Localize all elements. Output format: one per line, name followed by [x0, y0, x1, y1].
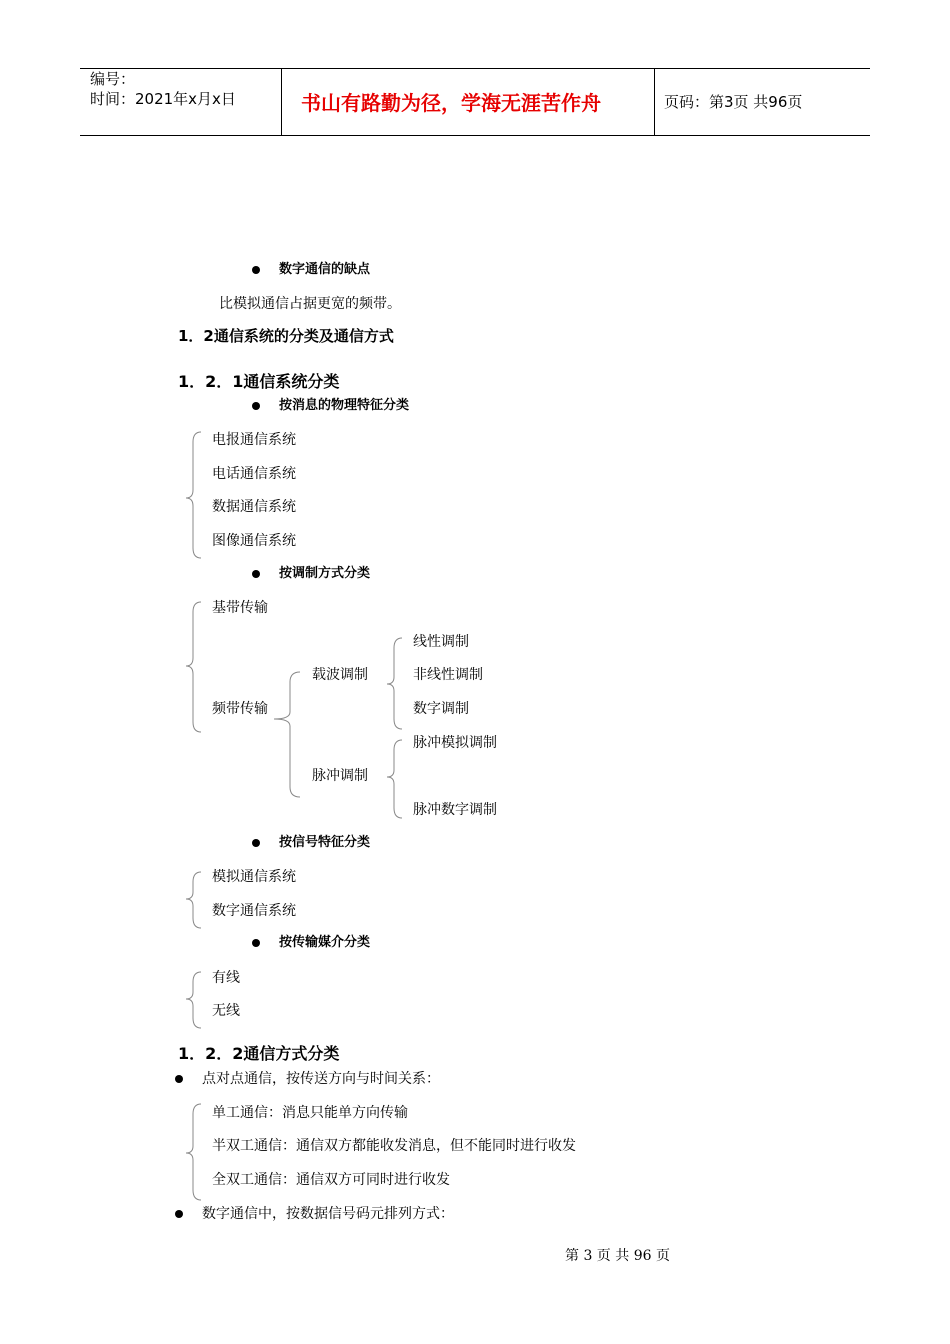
bullet-disadvantage: 数字通信的缺点: [279, 262, 371, 277]
list-item: 脉冲数字调制: [413, 802, 497, 818]
bullet-modulation: 按调制方式分类: [279, 566, 371, 581]
bullet-dot: [252, 839, 260, 847]
bullet-message: 按消息的物理特征分类: [279, 398, 410, 413]
brace-modulation: [186, 602, 201, 732]
brace-message: [186, 432, 201, 558]
list-item: 无线: [212, 1003, 240, 1019]
list-item: 线性调制: [413, 634, 469, 650]
brace-bandpass: [274, 672, 300, 797]
list-item: 电报通信系统: [212, 432, 296, 448]
carrier-mod-label: 载波调制: [312, 667, 368, 683]
list-item: 电话通信系统: [212, 466, 296, 482]
bullet-dot: [252, 266, 260, 274]
list-item: 数据通信系统: [212, 499, 296, 515]
list-item: 有线: [212, 970, 240, 986]
list-item: 脉冲模拟调制: [413, 735, 497, 751]
header-number-label: 编号：: [90, 70, 136, 88]
bullet-dot: [175, 1210, 183, 1218]
heading-1-2: 1．2通信系统的分类及通信方式: [178, 327, 394, 345]
brace-pulse: [387, 740, 402, 818]
brace-signal: [186, 872, 201, 928]
list-item: 数字通信系统: [212, 903, 296, 919]
list-item: 全双工通信：通信双方可同时进行收发: [212, 1172, 450, 1188]
header-page-info: 页码：第3页 共96页: [664, 93, 803, 111]
bullet-dot: [175, 1075, 183, 1083]
footer-page-number: 第 3 页 共 96 页: [565, 1248, 670, 1264]
list-item: 半双工通信：通信双方都能收发消息，但不能同时进行收发: [212, 1138, 576, 1154]
header-time-label: 时间：2021年x月x日: [90, 90, 236, 108]
heading-1-2-1: 1．2．1通信系统分类: [178, 372, 340, 391]
disadvantage-text: 比模拟通信占据更宽的频带。: [219, 296, 401, 312]
heading-1-2-2: 1．2．2通信方式分类: [178, 1044, 340, 1063]
list-item: 图像通信系统: [212, 533, 296, 549]
bandpass-label: 频带传输: [212, 701, 268, 717]
pulse-mod-label: 脉冲调制: [312, 768, 368, 784]
header-motto: 书山有路勤为径，学海无涯苦作舟: [301, 91, 601, 115]
brace-carrier: [387, 638, 402, 729]
bullet-media: 按传输媒介分类: [279, 935, 371, 950]
bullet-dot: [252, 939, 260, 947]
list-item: 单工通信：消息只能单方向传输: [212, 1105, 408, 1121]
brace-media: [186, 972, 201, 1028]
list-item: 非线性调制: [413, 667, 483, 683]
list-item: 模拟通信系统: [212, 869, 296, 885]
brace-direction: [186, 1104, 201, 1200]
p2p-bullet-text: 点对点通信，按传送方向与时间关系：: [202, 1071, 440, 1087]
list-item: 数字调制: [413, 701, 469, 717]
bullet-dot: [252, 402, 260, 410]
bullet-dot: [252, 570, 260, 578]
baseband-label: 基带传输: [212, 600, 268, 616]
digital-bullet-text: 数字通信中，按数据信号码元排列方式：: [202, 1206, 454, 1222]
bullet-signal: 按信号特征分类: [279, 835, 371, 850]
